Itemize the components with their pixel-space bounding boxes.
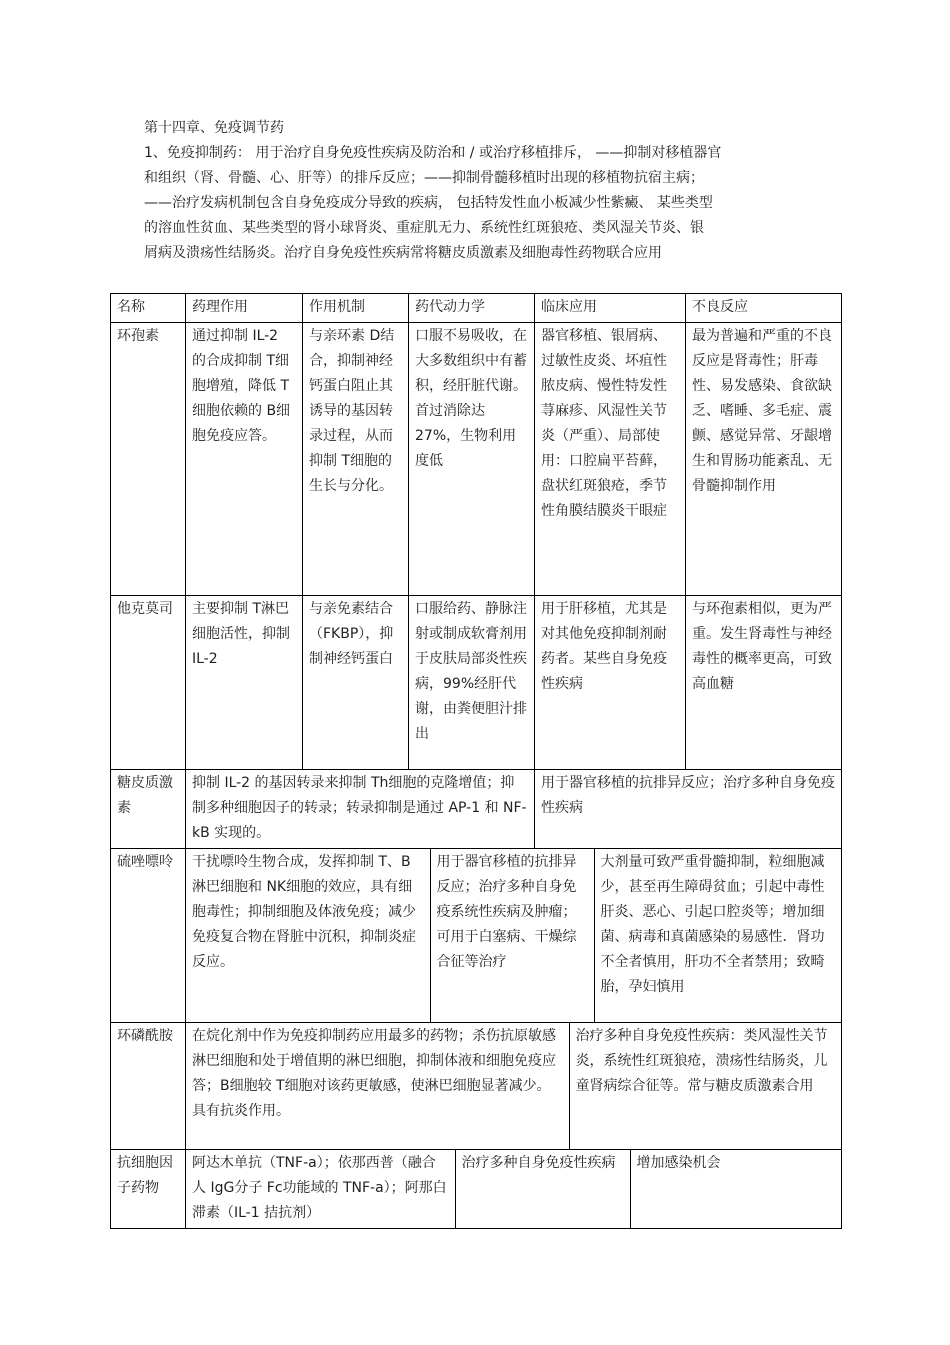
drug-name: 他克莫司	[111, 596, 186, 770]
clinical-cell: 治疗多种自身免疫性疾病	[455, 1150, 630, 1228]
pharmacology-cell: 干扰嘌呤生物合成，发挥抑制 T、B淋巴细胞和 NK细胞的效应，具有细胞毒性；抑制细胞及体液免疫；减少免疫复合物在肾脏中沉积，抑制炎症反应。	[192, 854, 416, 970]
table-row	[111, 849, 842, 1023]
pharmacology-cell: 通过抑制 IL-2 的合成抑制 T细胞增殖，降低 T细胞依赖的 B细胞免疫应答。	[186, 323, 303, 596]
pharmacology-cell: 主要抑制 T淋巴细胞活性，抑制 IL-2	[186, 596, 303, 770]
drug-name: 硫唑嘌呤	[111, 849, 186, 1023]
merged-row-cell	[186, 849, 842, 1023]
drug-name: 环磷酰胺	[111, 1023, 186, 1150]
clinical-cell: 用于肝移植，尤其是对其他免疫抑制剂耐药者。某些自身免疫性疾病	[535, 596, 686, 770]
header-adverse: 不良反应	[686, 294, 842, 323]
intro-section	[144, 116, 824, 266]
intro-line: 屑病及溃疡性结肠炎。治疗自身免疫性疾病常将糖皮质激素及细胞毒性药物联合应用	[144, 245, 662, 261]
intro-line: 1、免疫抑制药： 用于治疗自身免疫性疾病及防治和 / 或治疗移植排斥， ——抑制对移植器官	[144, 145, 722, 161]
drug-name: 糖皮质激素	[111, 770, 186, 849]
header-pk: 药代动力学	[409, 294, 535, 323]
table-row	[111, 770, 842, 849]
sub-row	[186, 1023, 842, 1149]
mechanism-cell: 与亲环素 D结合，抑制神经钙蛋白阻止其诱导的基因转录过程，从而抑制 T细胞的生长与分化。	[303, 323, 409, 596]
intro-line: 和组织（肾、骨髓、心、肝等）的排斥反应；——抑制骨髓移植时出现的移植物抗宿主病；	[144, 170, 704, 186]
adverse-cell: 大剂量可致严重骨髓抑制，粒细胞减少，甚至再生障碍贫血；引起中毒性肝炎、恶心、引起口腔炎等；增加细菌、病毒和真菌感染的易感性．肾功不全者慎用，肝功不全者禁用；致畸胎，孕妇慎用	[594, 849, 842, 1022]
adverse-cell: 与环孢素相似，更为严重。发生肾毒性与神经毒性的概率更高，可致高血糖	[686, 596, 842, 770]
drug-name: 抗细胞因子药物	[111, 1150, 186, 1229]
pk-cell: 口服给药、静脉注射或制成软膏剂用于皮肤局部炎性疾病，99%经肝代谢，由粪便胆汁排出	[409, 596, 535, 770]
adverse-cell: 最为普遍和严重的不良反应是肾毒性；肝毒性、易发感染、食欲缺乏、嗜睡、多毛症、震颤、感觉异常、牙龈增生和胃肠功能紊乱、无骨髓抑制作用	[686, 323, 842, 596]
sub-table	[186, 849, 842, 1022]
header-name: 名称	[111, 294, 186, 323]
sub-row	[186, 1150, 842, 1228]
header-mechanism: 作用机制	[303, 294, 409, 323]
header-pharmacology: 药理作用	[186, 294, 303, 323]
clinical-cell: 用于器官移植的抗排异反应；治疗多种自身免疫性疾病	[535, 770, 842, 849]
clinical-cell: 器官移植、银屑病、过敏性皮炎、坏疽性脓皮病、慢性特发性荨麻疹、风湿性关节炎（严重）、局部使用：口腔扁平苔藓，盘状红斑狼疮，季节性角膜结膜炎干眼症	[535, 323, 686, 596]
pharmacology-cell: 抑制 IL-2 的基因转录来抑制 Th细胞的克隆增值；抑制多种细胞因子的转录；转录抑制是通过 AP-1 和 NF-kB 实现的。	[186, 770, 535, 849]
merged-row-cell	[186, 1023, 842, 1150]
merged-row-cell	[186, 1150, 842, 1229]
chapter-title: 第十四章、免疫调节药	[144, 120, 284, 136]
table-row	[111, 1150, 842, 1229]
drug-name: 环孢素	[111, 323, 186, 596]
intro-line: ——治疗发病机制包含自身免疫成分导致的疾病， 包括特发性血小板减少性紫癜、 某些类型	[144, 195, 713, 211]
pharmacology-cell: 阿达木单抗（TNF-a）；依那西普（融合人 IgG分子 Fc功能域的 TNF-a）；阿那白滞素（IL-1 拮抗剂）	[192, 1155, 447, 1221]
table-header-row	[111, 294, 842, 323]
sub-table	[186, 1150, 842, 1228]
clinical-cell: 用于器官移植的抗排异反应；治疗多种自身免疫系统性疾病及肿瘤；可用于白塞病、干燥综合征等治疗	[430, 849, 594, 1022]
pharmacology-cell: 在烷化剂中作为免疫抑制药应用最多的药物；杀伤抗原敏感淋巴细胞和处于增值期的淋巴细胞，抑制体液和细胞免疫应答；B细胞较 T细胞对该药更敏感，使淋巴细胞显著减少。具有抗炎作用。	[192, 1028, 556, 1119]
sub-row	[186, 849, 842, 1022]
intro-line: 的溶血性贫血、某些类型的肾小球肾炎、重症肌无力、系统性红斑狼疮、类风湿关节炎、银	[144, 220, 704, 236]
adverse-cell: 增加感染机会	[630, 1150, 842, 1228]
header-clinical: 临床应用	[535, 294, 686, 323]
table-row	[111, 1023, 842, 1150]
clinical-cell: 治疗多种自身免疫性疾病：类风湿性关节炎，系统性红斑狼疮，溃疡性结肠炎，儿童肾病综合征等。常与糖皮质激素合用	[569, 1023, 842, 1149]
pk-cell: 口服不易吸收，在大多数组织中有蓄积，经肝脏代谢。首过消除达 27%，生物利用度低	[409, 323, 535, 596]
table-row	[111, 596, 842, 770]
sub-table	[186, 1023, 842, 1149]
mechanism-cell: 与亲免素结合（FKBP），抑制神经钙蛋白	[303, 596, 409, 770]
immunosuppressant-table	[110, 293, 842, 1229]
table-row	[111, 323, 842, 596]
